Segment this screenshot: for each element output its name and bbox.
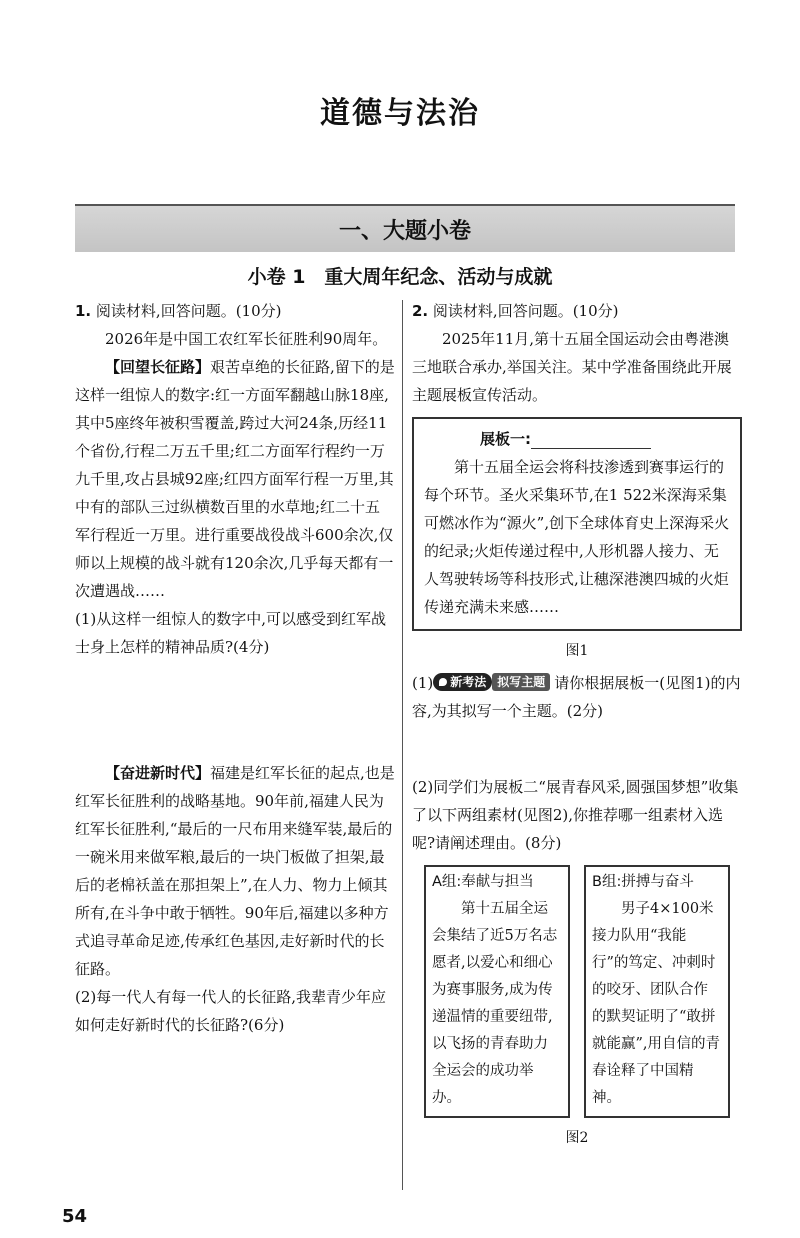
pin-icon	[439, 678, 447, 686]
material-groups	[412, 865, 742, 1118]
page-title: 道德与法治	[320, 96, 480, 131]
column-divider	[402, 300, 403, 1190]
question-1-number: 1.	[75, 302, 92, 320]
group-b-text: 男子4×100米接力队用“我能行”的笃定、冲刺时的咬牙、团队合作的默契证明了“敢拼就能赢”,用自信的青春诠释了中国精神。	[592, 901, 721, 1106]
question-2-number: 2.	[412, 302, 429, 320]
page-number: 54	[62, 1206, 88, 1227]
figure-2-caption: 图2	[565, 1130, 589, 1146]
quiz-title: 小卷 1 重大周年纪念、活动与成就	[247, 266, 553, 288]
right-column	[412, 297, 742, 1156]
board-one-header	[424, 425, 730, 453]
tag-new-era: 【奋进新时代】	[105, 764, 211, 782]
badge-new-label: 新考法	[450, 675, 487, 689]
answer-space-2[interactable]	[412, 725, 742, 773]
answer-space-1[interactable]	[75, 661, 395, 759]
topic-badge: 拟写主题	[492, 673, 550, 691]
question-1-material-2	[75, 759, 395, 983]
board-one-label: 展板一:	[480, 430, 531, 448]
section-title: 一、大题小卷	[338, 219, 471, 244]
sub-1-prefix: (1)	[412, 674, 434, 692]
question-1-sub-2: (2)每一代人有每一代人的长征路,我辈青少年应如何走好新时代的长征路?(6分)	[75, 988, 387, 1034]
question-1-header	[75, 297, 395, 325]
board-one-blank[interactable]	[531, 430, 651, 449]
question-2-intro: 2025年11月,第十五届全国运动会由粤港澳三地联合承办,举国关注。某中学准备围绕此开展主题展板宣传活动。	[412, 330, 732, 404]
group-a-title: A组:奉献与担当	[432, 874, 534, 890]
question-2-sub-2: (2)同学们为展板二“展青春风采,圆强国梦想”收集了以下两组素材(见图2),你推荐哪一组素材入选呢?请阐述理由。(8分)	[412, 778, 739, 852]
tag-look-back: 【回望长征路】	[105, 358, 211, 376]
question-1-material-1	[75, 353, 395, 605]
group-b	[584, 865, 730, 1118]
question-2-header	[412, 297, 742, 325]
question-1-instruction: 阅读材料,回答问题。(10分)	[95, 302, 282, 320]
new-method-badge	[433, 673, 492, 691]
question-1-intro: 2026年是中国工农红军长征胜利90周年。	[105, 330, 388, 348]
group-a-text: 第十五届全运会集结了近5万名志愿者,以爱心和细心为赛事服务,成为传递温情的重要纽带,以飞扬的青春助力全运会的成功举办。	[432, 901, 558, 1106]
sub-1-text: 请你根据展板一(见图1)的内容,为其拟写一个主题。(2分)	[412, 674, 741, 720]
material-2-text: 福建是红军长征的起点,也是红军长征胜利的战略基地。90年前,福建人民为红军长征胜利,“最后的一尺布用来缝军装,最后的一碗米用来做军粮,最后的一块门板做了担架,最后的老棉袄盖在那担架上”,在人力、物力上倾其所有,在斗争中敢于牺牲。90年后,福建以多种方式追寻革命足迹,传承红色基因,走好新时代的长征路。	[75, 764, 395, 978]
group-a	[424, 865, 570, 1118]
material-1-text: 艰苦卓绝的长征路,留下的是这样一组惊人的数字:红一方面军翻越山脉18座,其中5座终年被积雪覆盖,跨过大河24条,历经11个省份,行程二万五千里;红二方面军行程约一万九千里,攻占县城92座;红四方面军行程一万里,其中有的部队三过纵横数百里的水草地;红二十五军行程近一万里。进行重要战役战斗600余次,仅师以上规模的战斗就有120余次,几乎每天都有一次遭遇战……	[75, 358, 395, 600]
question-1-sub-1: (1)从这样一组惊人的数字中,可以感受到红军战士身上怎样的精神品质?(4分)	[75, 610, 387, 656]
board-one	[412, 417, 742, 631]
left-column	[75, 297, 395, 1039]
figure-1-caption: 图1	[565, 643, 589, 659]
question-2-sub-1	[412, 669, 742, 725]
group-b-title: B组:拼搏与奋斗	[592, 874, 694, 890]
board-one-text: 第十五届全运会将科技渗透到赛事运行的每个环节。圣火采集环节,在1 522米深海采集可燃冰作为“源火”,创下全球体育史上深海采火的纪录;火炬传递过程中,人形机器人接力、无人驾驶转场等科技形式,让穗深港澳四城的火炬传递充满未来感……	[424, 458, 730, 616]
section-banner	[75, 204, 735, 252]
question-2-instruction: 阅读材料,回答问题。(10分)	[432, 302, 619, 320]
